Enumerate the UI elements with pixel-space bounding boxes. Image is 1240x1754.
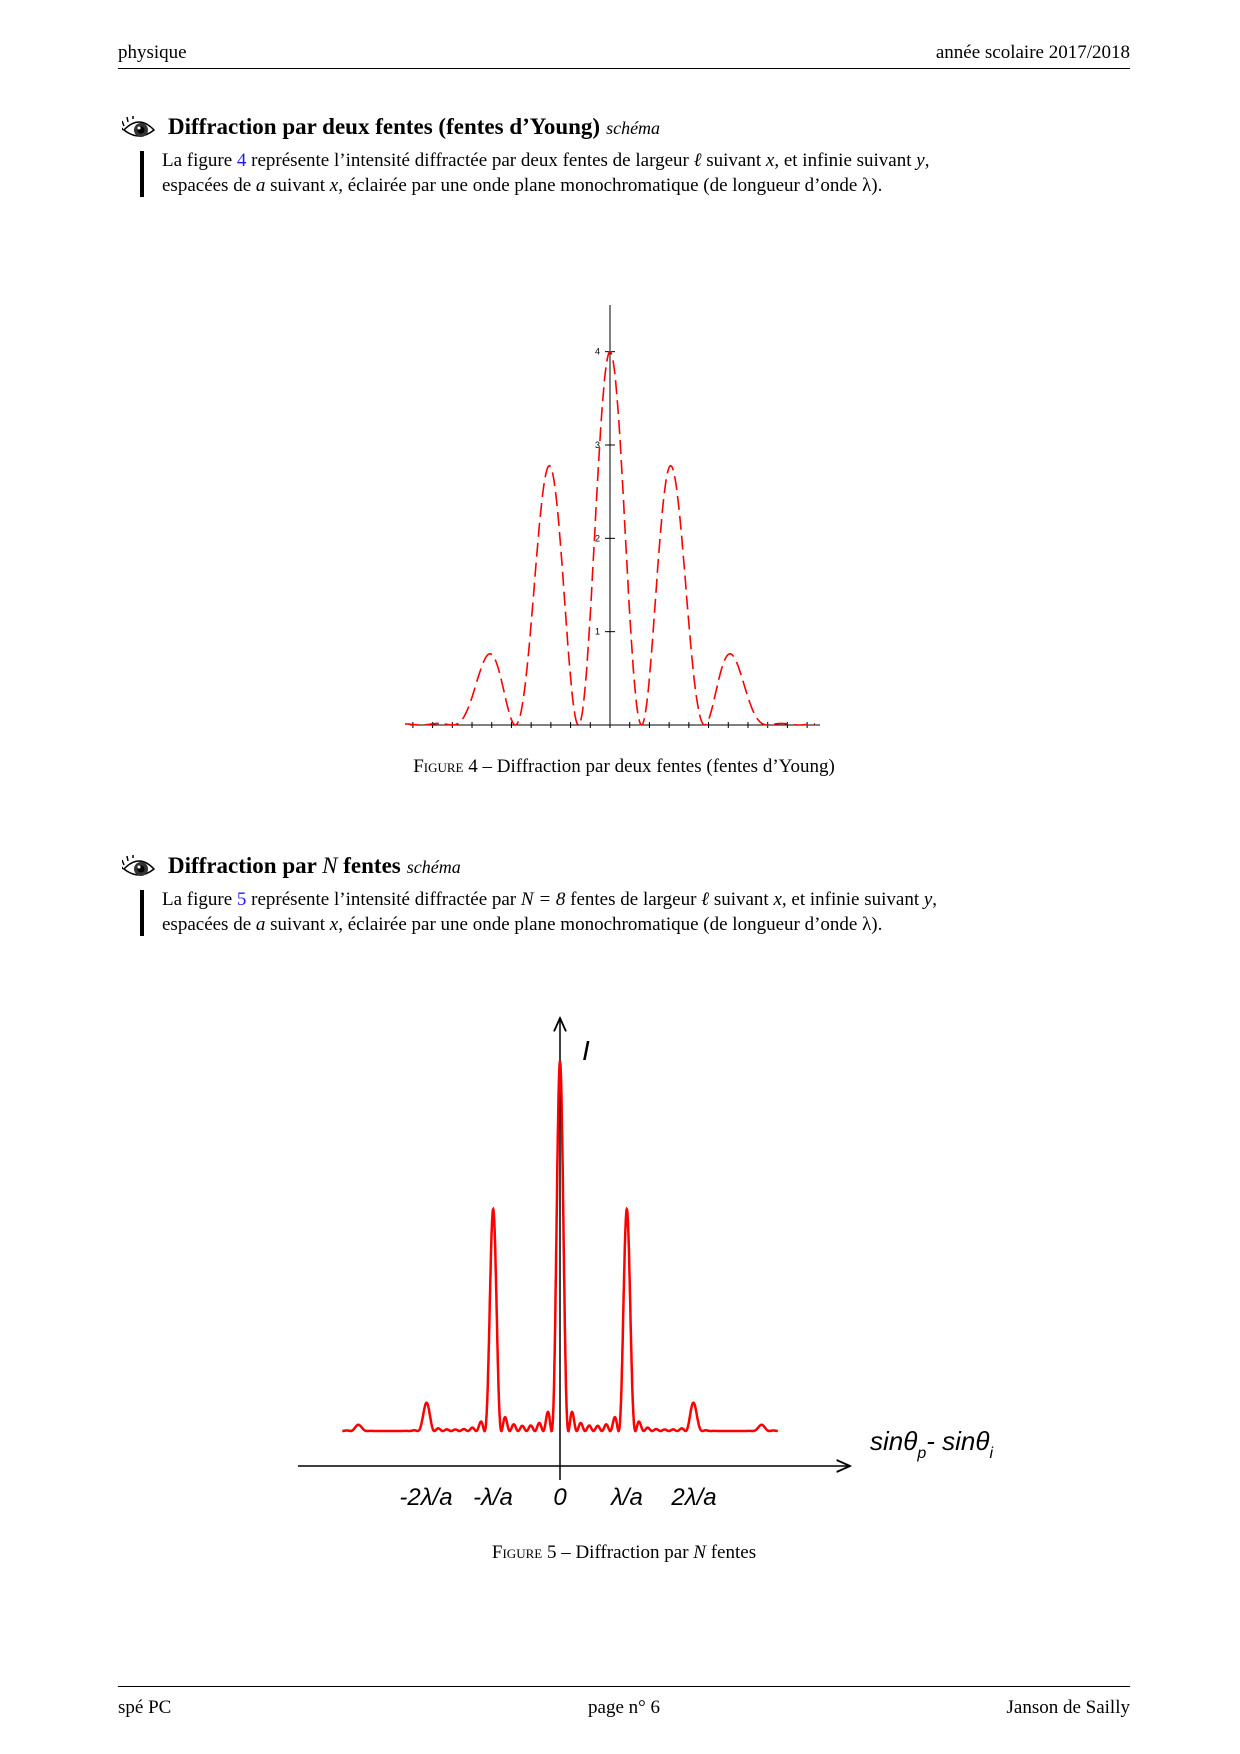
- y-tick-label: 4: [594, 346, 600, 357]
- y-tick-label: 3: [594, 440, 600, 450]
- header-year: année scolaire 2017/2018: [935, 42, 1130, 63]
- figure-4-caption: Figure 4 – Diffraction par deux fentes (fentes d’Young): [413, 756, 835, 777]
- x-tick-label: 2λ/a: [671, 1484, 717, 1510]
- x-tick-label: -λ/a: [473, 1484, 513, 1510]
- page-number: page n° 6: [588, 1697, 660, 1718]
- page-footer: [118, 1686, 1130, 1727]
- y-axis-label: I: [582, 1035, 590, 1066]
- schema-tag: schéma: [606, 118, 661, 138]
- section-n-slits: [118, 853, 1130, 937]
- x-axis-label: sinθ$_p$- sinθ$_i$: [870, 1426, 994, 1462]
- section-n-text: La figure 5 représente l’intensité diffractée par N = 8 fentes de largeur ℓ suivant x, et infinie suivant y, espacées de a suivant x, éclairée par une onde plane monochromatique (de longueur d’onde λ).: [118, 887, 1130, 937]
- footer-school: Janson de Sailly: [1006, 1697, 1130, 1718]
- schema-tag: schéma: [406, 857, 461, 877]
- eye-icon: [122, 855, 156, 881]
- eye-icon: [122, 116, 156, 142]
- page-header: [118, 40, 1130, 69]
- x-tick-label: 0: [553, 1484, 567, 1510]
- y-tick-label: 1: [594, 626, 600, 637]
- figure-4-chart: [390, 295, 830, 735]
- x-tick-label: λ/a: [611, 1484, 643, 1510]
- figure-4-link[interactable]: 4: [236, 150, 247, 171]
- section-n-title: [118, 853, 1130, 887]
- x-tick-label: -2λ/a: [399, 1484, 453, 1510]
- section-young-heading: Diffraction par deux fentes (fentes d’Young): [168, 114, 601, 139]
- y-tick-label: 2: [594, 533, 600, 544]
- header-subject: physique: [118, 42, 187, 63]
- section-n-heading: Diffraction par N fentes: [168, 853, 401, 878]
- footer-class: spé PC: [118, 1697, 172, 1718]
- figure-5-chart: [290, 1010, 1010, 1510]
- figure-5-link[interactable]: 5: [236, 889, 247, 910]
- section-young: [118, 114, 1130, 198]
- section-young-text: La figure 4 représente l’intensité diffractée par deux fentes de largeur ℓ suivant x, et infinie suivant y, espacées de a suivant x, éclairée par une onde plane monochromatique (de longueur d’onde λ).: [118, 148, 1130, 198]
- section-young-title: [118, 114, 1130, 148]
- figure-5-caption: Figure 5 – Diffraction par N fentes: [491, 1542, 757, 1563]
